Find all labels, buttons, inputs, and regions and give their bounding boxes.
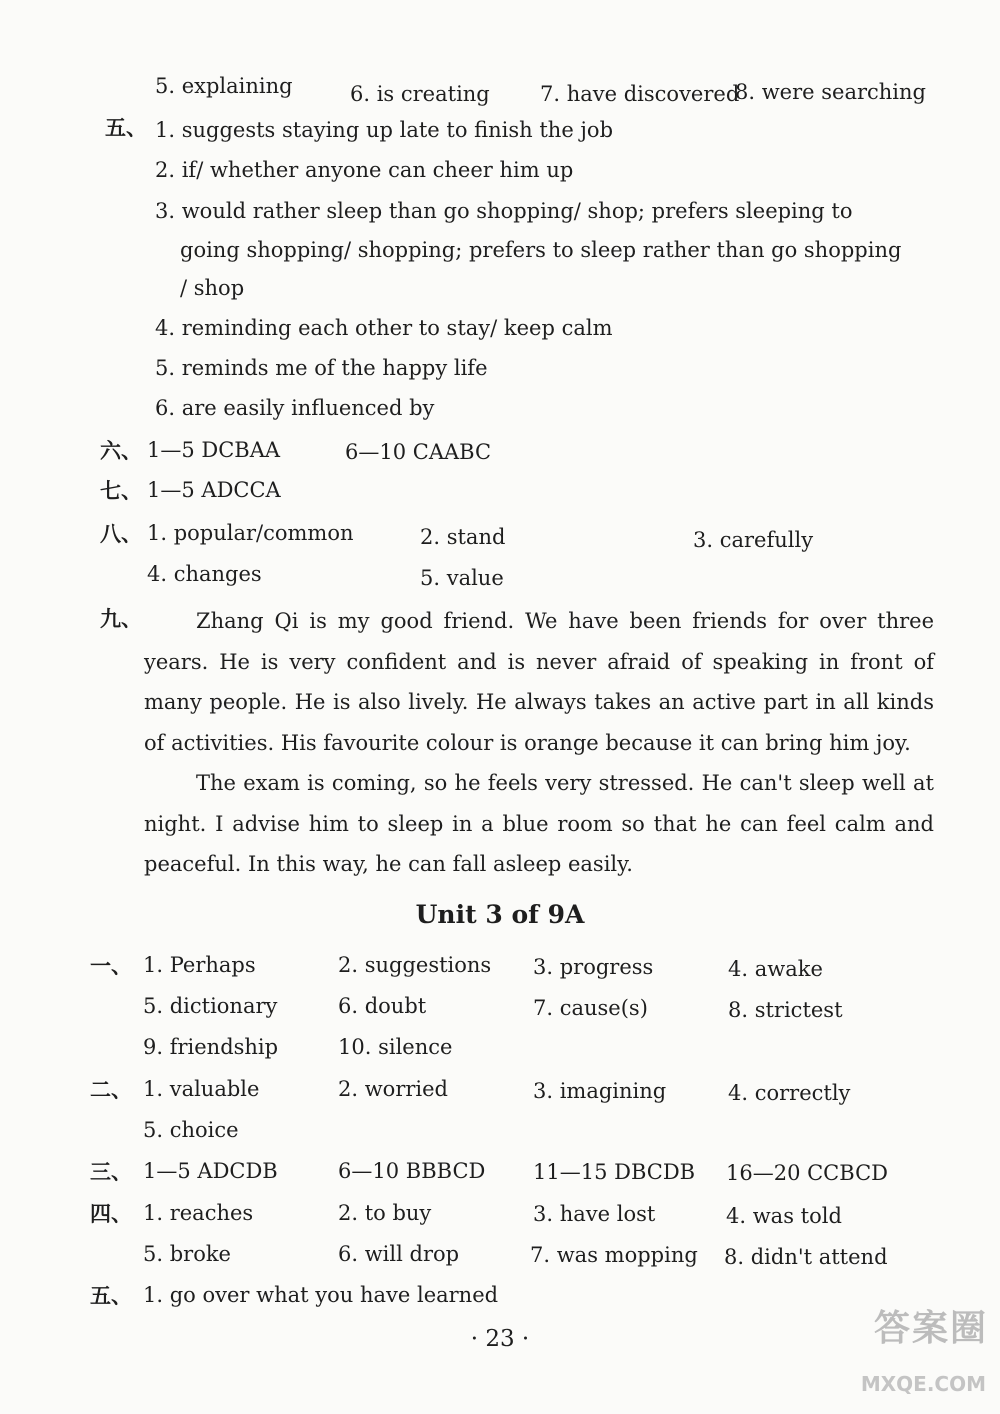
s5-line-5: 5. reminds me of the happy life: [155, 356, 488, 380]
u2-answer-1: 1. valuable: [143, 1077, 260, 1101]
u4-answer-8: 8. didn't attend: [724, 1245, 888, 1269]
answer-is-creating: 6. is creating: [350, 82, 490, 106]
u3-answers-11-15: 11—15 DBCDB: [533, 1160, 696, 1184]
composition-paragraph-1: Zhang Qi is my good friend. We have been friends for over three years. He is very confident and is never afraid of speaking in front of many people. He is also lively. He always takes an active part in all kinds of activities. His favourite colour is orange because it can bring him joy.: [144, 609, 934, 755]
u2-answer-2: 2. worried: [338, 1077, 448, 1101]
u1-answer-2: 2. suggestions: [338, 953, 492, 977]
answer-have-discovered: 7. have discovered: [540, 82, 740, 106]
u1-answer-6: 6. doubt: [338, 994, 427, 1018]
u3-answers-6-10: 6—10 BBBCD: [338, 1159, 486, 1183]
answer-explaining: 5. explaining: [155, 74, 293, 98]
u1-answer-4: 4. awake: [728, 957, 823, 981]
s8-answer-4: 4. changes: [147, 562, 262, 586]
s5-line-3b: going shopping/ shopping; prefers to sleep rather than go shopping: [180, 238, 902, 262]
u3-answers-1-5: 1—5 ADCDB: [143, 1159, 278, 1183]
unit-section-2-marker: 二、: [90, 1077, 132, 1102]
u1-answer-7: 7. cause(s): [533, 996, 648, 1020]
section-5-marker: 五、: [105, 115, 147, 140]
s6-answers-1-5: 1—5 DCBAA: [147, 438, 281, 462]
u4-answer-6: 6. will drop: [338, 1242, 460, 1266]
u2-answer-4: 4. correctly: [728, 1081, 851, 1105]
u4-answer-3: 3. have lost: [533, 1202, 656, 1226]
unit-section-1-marker: 一、: [90, 953, 132, 978]
u5-answer-1: 1. go over what you have learned: [143, 1283, 499, 1307]
s5-line-3a: 3. would rather sleep than go shopping/ shop; prefers sleeping to: [155, 199, 853, 223]
s5-line-4: 4. reminding each other to stay/ keep calm: [155, 316, 613, 340]
u3-answers-16-20: 16—20 CCBCD: [726, 1161, 888, 1185]
u4-answer-4: 4. was told: [726, 1204, 842, 1228]
u4-answer-7: 7. was mopping: [530, 1243, 698, 1267]
composition: [144, 601, 934, 885]
s8-answer-3: 3. carefully: [693, 528, 814, 552]
u2-answer-3: 3. imagining: [533, 1079, 667, 1103]
watermark: [838, 1300, 988, 1396]
u1-answer-8: 8. strictest: [728, 998, 843, 1022]
u1-answer-9: 9. friendship: [143, 1035, 279, 1059]
section-6-marker: 六、: [100, 438, 142, 463]
unit-section-3-marker: 三、: [90, 1159, 132, 1184]
u1-answer-10: 10. silence: [338, 1035, 453, 1059]
unit-section-5-marker: 五、: [90, 1283, 132, 1308]
u1-answer-5: 5. dictionary: [143, 994, 278, 1018]
s5-line-3c: / shop: [180, 276, 245, 300]
watermark-url: MXQE.COM: [860, 1372, 986, 1396]
section-7-marker: 七、: [100, 478, 142, 503]
s8-answer-1: 1. popular/common: [147, 521, 354, 545]
section-9-marker: 九、: [100, 606, 142, 631]
s5-line-2: 2. if/ whether anyone can cheer him up: [155, 158, 574, 182]
page-number: · 23 ·: [470, 1326, 530, 1352]
u2-answer-5: 5. choice: [143, 1118, 239, 1142]
answer-were-searching: 8. were searching: [735, 80, 926, 104]
s5-line-6: 6. are easily influenced by: [155, 396, 435, 420]
s7-answers-1-5: 1—5 ADCCA: [147, 478, 281, 502]
unit-title: Unit 3 of 9A: [415, 900, 585, 929]
s8-answer-5: 5. value: [420, 566, 504, 590]
u4-answer-2: 2. to buy: [338, 1201, 432, 1225]
s6-answers-6-10: 6—10 CAABC: [345, 440, 492, 464]
unit-section-4-marker: 四、: [90, 1201, 132, 1226]
u4-answer-1: 1. reaches: [143, 1201, 254, 1225]
s5-line-1: 1. suggests staying up late to finish the job: [155, 118, 614, 142]
u1-answer-1: 1. Perhaps: [143, 953, 256, 977]
composition-paragraph-2: The exam is coming, so he feels very stressed. He can't sleep well at night. I advise him to sleep in a blue room so that he can feel calm and peaceful. In this way, he can fall asleep easily.: [144, 771, 934, 876]
u4-answer-5: 5. broke: [143, 1242, 231, 1266]
u1-answer-3: 3. progress: [533, 955, 654, 979]
s8-answer-2: 2. stand: [420, 525, 506, 549]
section-8-marker: 八、: [100, 521, 142, 546]
watermark-logo: 答案圈: [873, 1308, 988, 1349]
